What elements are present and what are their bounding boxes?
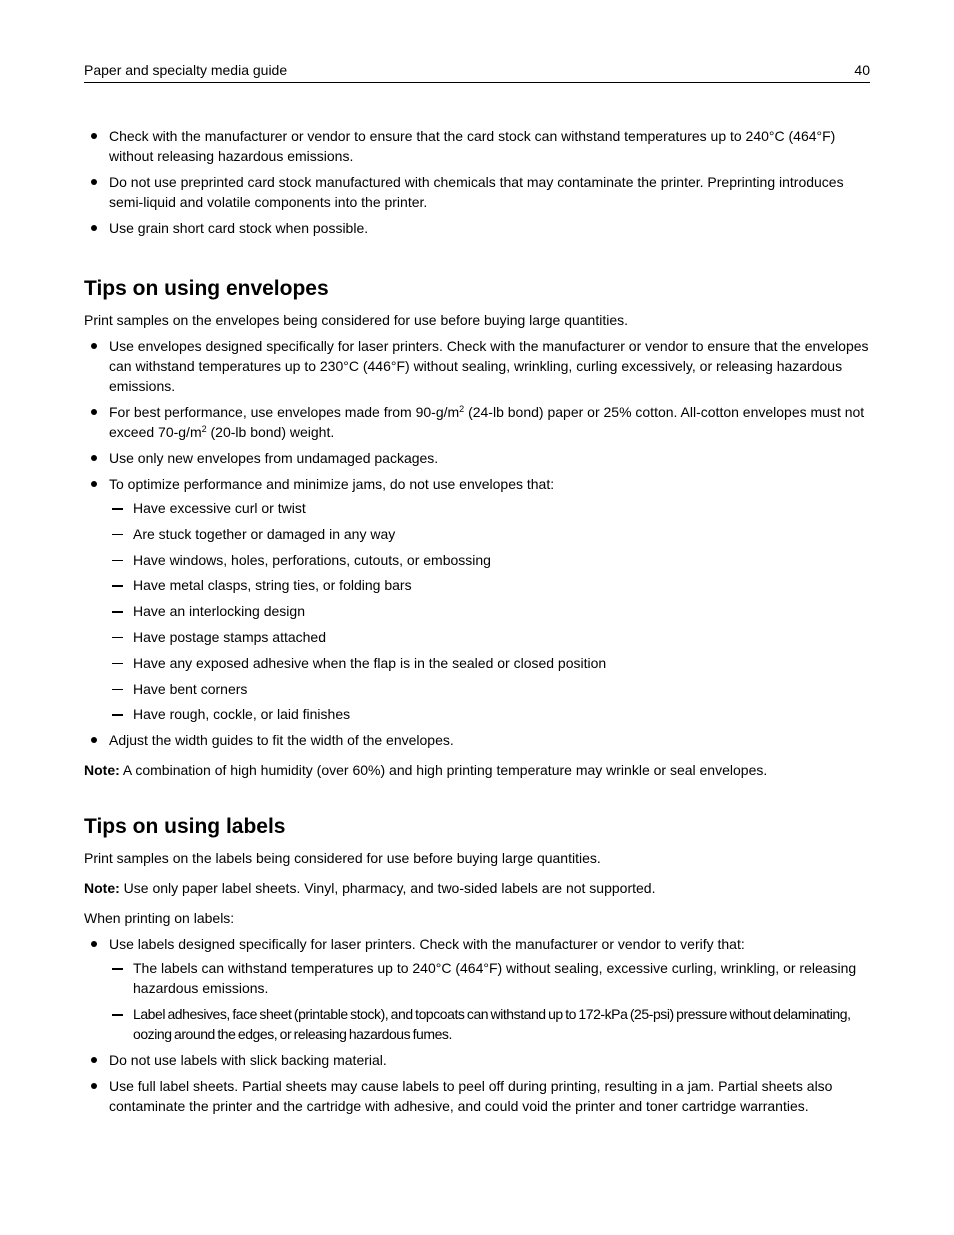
dash-icon (112, 560, 123, 562)
dash-icon (112, 689, 123, 691)
page-content (84, 126, 870, 1122)
list-item: Use only new envelopes from undamaged packages. (84, 448, 870, 468)
envelopes-heading: Tips on using envelopes (84, 277, 329, 300)
sub-list-item: The labels can withstand temperatures up to 240°C (464°F) without sealing, excessive curling, wrinkling, or releasing hazardous emissions. (84, 958, 870, 998)
dash-icon (112, 585, 123, 587)
bullet-icon (91, 409, 97, 415)
sub-list-item: Have rough, cockle, or laid finishes (84, 704, 870, 724)
sub-list-item: Label adhesives, face sheet (printable stock), and topcoats can withstand up to 172‑kPa (25‑psi) pressure without delaminating, oozing around the edges, or releasing hazardous fumes. (84, 1004, 870, 1044)
list-item: Use labels designed specifically for laser printers. Check with the manufacturer or vendor to verify that: The labels can withstand temperatures up to 240°C (464°F) without sealing, excessive curling, wrinkling, or releasing hazardous emissions. Label adhesives, face sheet (printable stock), and topcoats can withstand up to 172‑kPa (25‑psi) pressure without delaminating, oozing around the edges, or releasing hazardous fumes. (84, 934, 870, 1044)
page-header (84, 60, 870, 83)
envelopes-intro: Print samples on the envelopes being considered for use before buying large quantities. (84, 312, 629, 328)
list-item: Use envelopes designed specifically for laser printers. Check with the manufacturer or vendor to ensure that the envelopes can withstand temperatures up to 230°C (446°F) without sealing, wrinkling, curling excessively, or releasing hazardous emissions. (84, 336, 870, 396)
sub-list-item: Have windows, holes, perforations, cutouts, or embossing (84, 550, 870, 570)
dash-icon (112, 714, 123, 716)
labels-tips-list (84, 934, 870, 1116)
list-item: To optimize performance and minimize jams, do not use envelopes that: Have excessive curl or twist Are stuck together or damaged in any way Have windows, holes, perforations, cutouts, or embossing Have metal clasps, string ties, or folding bars Have an interlocking design Have postage stamps attached Have any exposed adhesive when the flap is in the sealed or closed position Have bent corners Have rough, cockle, or laid finishes (84, 474, 870, 724)
dash-icon (112, 611, 123, 613)
sub-list-item: Have bent corners (84, 679, 870, 699)
bullet-icon (91, 1057, 97, 1063)
envelope-avoid-list (84, 498, 870, 724)
bullet-icon (91, 133, 97, 139)
labels-intro: Print samples on the labels being considered for use before buying large quantities. (84, 850, 601, 867)
envelopes-tips-list (84, 336, 870, 750)
dash-icon (112, 534, 123, 536)
dash-icon (112, 508, 123, 510)
list-item: Do not use labels with slick backing material. (84, 1050, 870, 1070)
list-item: For best performance, use envelopes made from $90‑g/m^2$ (24‑lb bond) paper or 25% cotton. All‑cotton envelopes must not exceed $70‑g/m^2$ (20‑lb bond) weight. (84, 402, 870, 442)
bullet-icon (91, 1083, 97, 1089)
labels-note: Note: Use only paper label sheets. Vinyl, pharmacy, and two‑sided labels are not supported. (84, 880, 656, 897)
sub-list-item: Have postage stamps attached (84, 627, 870, 647)
sub-list-item: Have any exposed adhesive when the flap is in the sealed or closed position (84, 653, 870, 673)
bullet-icon (91, 455, 97, 461)
list-item: Check with the manufacturer or vendor to ensure that the card stock can withstand temperatures up to 240°C (464°F) without releasing hazardous emissions. (84, 126, 870, 166)
page-number: 40 (854, 62, 870, 78)
dash-icon (112, 1014, 123, 1016)
bullet-icon (91, 481, 97, 487)
sub-list-item: Have excessive curl or twist (84, 498, 870, 518)
label-verify-list (84, 958, 870, 1044)
sub-list-item: Have an interlocking design (84, 601, 870, 621)
bullet-icon (91, 737, 97, 743)
dash-icon (112, 968, 123, 970)
card-stock-tips-list (84, 126, 870, 238)
dash-icon (112, 663, 123, 665)
sub-list-item: Are stuck together or damaged in any way (84, 524, 870, 544)
dash-icon (112, 637, 123, 639)
labels-when-printing: When printing on labels: (84, 910, 235, 927)
list-item: Do not use preprinted card stock manufactured with chemicals that may contaminate the printer. Preprinting introduces semi‑liquid and volatile components into the printer. (84, 172, 870, 212)
bullet-icon (91, 343, 97, 349)
list-item: Use grain short card stock when possible. (84, 218, 870, 238)
document-title: Paper and specialty media guide (84, 62, 288, 78)
bullet-icon (91, 225, 97, 231)
bullet-icon (91, 941, 97, 947)
list-item: Use full label sheets. Partial sheets may cause labels to peel off during printing, resulting in a jam. Partial sheets also contaminate the printer and the cartridge with adhesive, and could void the printer and toner cartridge warranties. (84, 1076, 870, 1116)
bullet-icon (91, 179, 97, 185)
sub-list-item: Have metal clasps, string ties, or folding bars (84, 575, 870, 595)
list-item: Adjust the width guides to fit the width of the envelopes. (84, 730, 870, 750)
envelopes-note: Note: A combination of high humidity (over 60%) and high printing temperature may wrinkle or seal envelopes. (84, 762, 768, 779)
labels-heading: Tips on using labels (84, 815, 286, 839)
